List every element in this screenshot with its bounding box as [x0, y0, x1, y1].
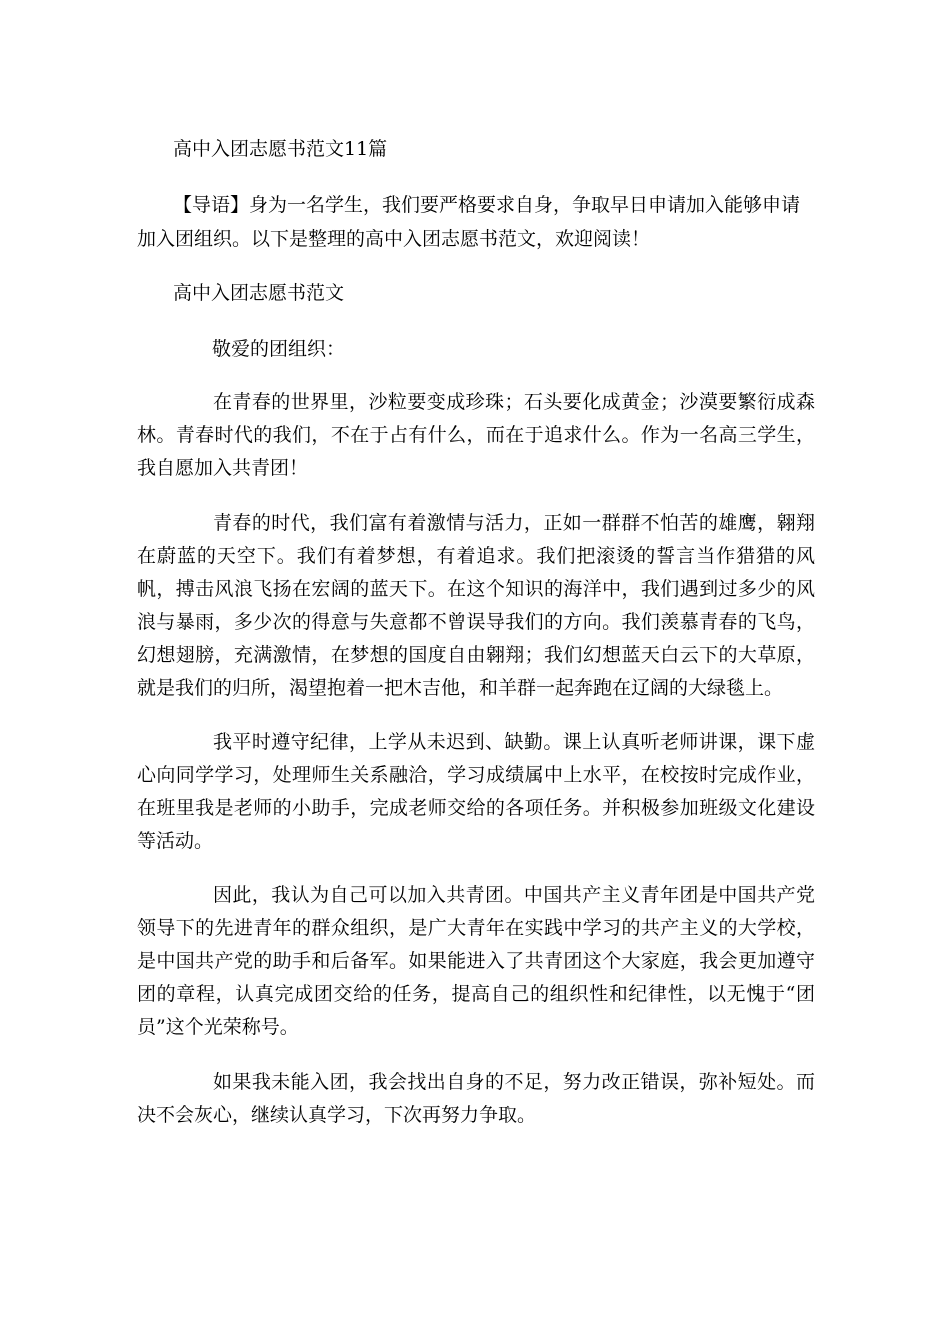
document-title: 高中入团志愿书范文11篇 — [173, 138, 388, 160]
intro-paragraph: 【导语】身为一名学生，我们要严格要求自身，争取早日申请加入能够申请加入团组织。以下是整理的高中入团志愿书范文，欢迎阅读！ — [137, 194, 801, 250]
body-paragraph-4: 因此，我认为自己可以加入共青团。中国共产主义青年团是中国共产党领导下的先进青年的群众组织，是广大青年在实践中学习的共产主义的大学校，是中国共产党的助手和后备军。如果能进入了共青团这个大家庭，我会更加遵守团的章程，认真完成团交给的任务，提高自己的组织性和纪律性，以无愧于“团员”这个光荣称号。 — [137, 884, 815, 1038]
body-paragraph-5: 如果我未能入团，我会找出自身的不足，努力改正错误，弥补短处。而决不会灰心，继续认真学习，下次再努力争取。 — [137, 1071, 815, 1126]
salutation: 敬爱的团组织： — [212, 338, 346, 360]
section-subtitle: 高中入团志愿书范文 — [173, 282, 345, 304]
body-paragraph-3: 我平时遵守纪律，上学从未迟到、缺勤。课上认真听老师讲课，课下虚心向同学学习，处理师生关系融洽，学习成绩属中上水平，在校按时完成作业，在班里我是老师的小助手，完成老师交给的各项任务。并积极参加班级文化建设等活动。 — [137, 731, 815, 852]
body-paragraph-2: 青春的时代，我们富有着激情与活力，正如一群群不怕苦的雄鹰，翱翔在蔚蓝的天空下。我们有着梦想，有着追求。我们把滚烫的誓言当作猎猎的风帆，搏击风浪飞扬在宏阔的蓝天下。在这个知识的海洋中，我们遇到过多少的风浪与暴雨，多少次的得意与失意都不曾误导我们的方向。我们羡慕青春的飞鸟，幻想翅膀，充满激情，在梦想的国度自由翱翔；我们幻想蓝天白云下的大草原，就是我们的归所，渴望抱着一把木吉他，和羊群一起奔跑在辽阔的大绿毯上。 — [137, 512, 815, 699]
body-paragraph-1: 在青春的世界里，沙粒要变成珍珠；石头要化成黄金；沙漠要繁衍成森林。青春时代的我们，不在于占有什么，而在于追求什么。作为一名高三学生，我自愿加入共青团！ — [137, 391, 815, 479]
